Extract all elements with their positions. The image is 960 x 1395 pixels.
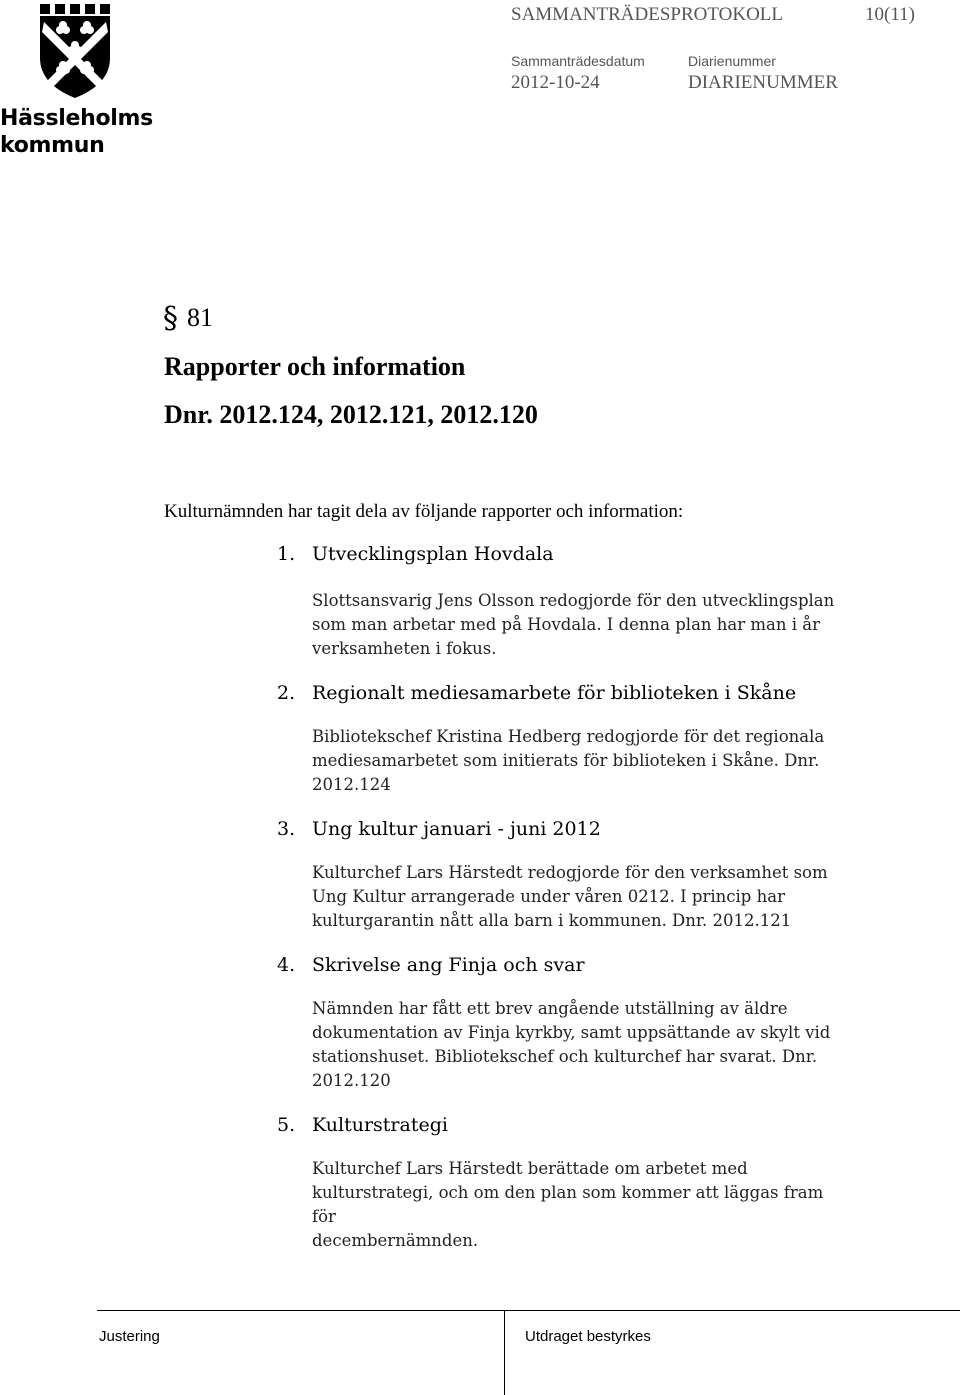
item-body-line: Ung Kultur arrangerade under våren 0212. I princip har xyxy=(312,887,785,906)
item-body xyxy=(312,589,852,661)
item-body-line: Nämnden har fått ett brev angående utställning av äldre xyxy=(312,999,788,1018)
footer-divider xyxy=(504,1310,505,1395)
item-body-line: Bibliotekschef Kristina Hedberg redogjorde för det regionala xyxy=(312,727,825,746)
section-intro: Kulturnämnden har tagit dela av följande rapporter och information: xyxy=(164,501,684,522)
item-body-line: kulturgarantin nått alla barn i kommunen. Dnr. 2012.121 xyxy=(312,911,792,930)
item-body-line: Kulturchef Lars Härstedt berättade om arbetet med xyxy=(312,1159,748,1178)
item-title: Utvecklingsplan Hovdala xyxy=(312,543,554,565)
paragraph-symbol: § xyxy=(163,301,178,336)
item-body-line: 2012.120 xyxy=(312,1071,391,1090)
item-body-line: Kulturchef Lars Härstedt redogjorde för den verksamhet som xyxy=(312,863,828,882)
footer-certified-label: Utdraget bestyrkes xyxy=(525,1328,651,1345)
footer-rule xyxy=(97,1310,960,1311)
item-body xyxy=(312,1157,852,1253)
page-number: 10(11) xyxy=(865,4,915,25)
document-title: SAMMANTRÄDESPROTOKOLL xyxy=(511,4,784,25)
meeting-date-label: Sammanträdesdatum xyxy=(511,53,645,69)
item-number: 1. xyxy=(277,543,296,565)
item-body-line: kulturstrategi, och om den plan som kommer att läggas fram för xyxy=(312,1183,824,1226)
item-number: 5. xyxy=(277,1114,296,1136)
item-body-line: dokumentation av Finja kyrkby, samt uppsättande av skylt vid xyxy=(312,1023,831,1042)
item-body xyxy=(312,861,852,933)
logo-line-1: Hässleholms xyxy=(0,106,153,131)
item-body-line: Slottsansvarig Jens Olsson redogjorde för den utvecklingsplan xyxy=(312,591,835,610)
item-body xyxy=(312,725,852,797)
section-title: Rapporter och information xyxy=(164,352,466,381)
item-number: 2. xyxy=(277,682,296,704)
registry-number-label: Diarienummer xyxy=(688,53,776,69)
item-body-line: 2012.124 xyxy=(312,775,391,794)
item-title: Skrivelse ang Finja och svar xyxy=(312,954,585,976)
item-number: 4. xyxy=(277,954,296,976)
item-body-line: stationshuset. Bibliotekschef och kulturchef har svarat. Dnr. xyxy=(312,1047,818,1066)
item-title: Ung kultur januari - juni 2012 xyxy=(312,818,601,840)
item-body xyxy=(312,997,852,1093)
footer-justering-label: Justering xyxy=(99,1328,160,1345)
item-number: 3. xyxy=(277,818,296,840)
item-title: Kulturstrategi xyxy=(312,1114,448,1136)
meeting-date-value: 2012-10-24 xyxy=(511,72,600,93)
section-dnr: Dnr. 2012.124, 2012.121, 2012.120 xyxy=(164,400,538,429)
item-body-line: som man arbetar med på Hovdala. I denna plan har man i år xyxy=(312,615,820,634)
item-body-line: mediesamarbetet som initierats för biblioteken i Skåne. Dnr. xyxy=(312,751,820,770)
item-body-line: verksamheten i fokus. xyxy=(312,639,497,658)
item-title: Regionalt mediesamarbete för biblioteken i Skåne xyxy=(312,682,797,704)
logo-wordmark xyxy=(0,105,160,159)
item-body-line: decembernämnden. xyxy=(312,1231,479,1250)
paragraph-number: 81 xyxy=(187,303,213,332)
registry-number-value: DIARIENUMMER xyxy=(688,72,838,93)
logo-line-2: kommun xyxy=(0,133,105,158)
